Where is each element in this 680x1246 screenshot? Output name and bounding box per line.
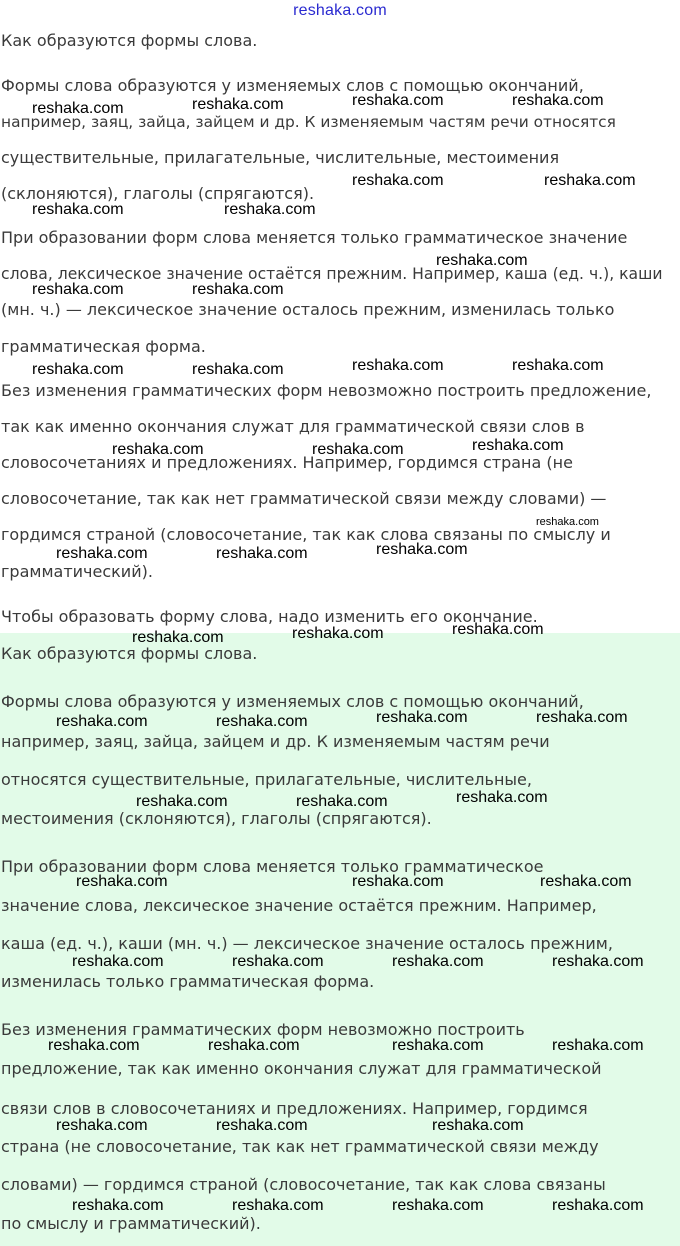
watermark-text: reshaka.com — [296, 793, 388, 810]
watermark-text: reshaka.com — [552, 1197, 644, 1214]
watermark-text: reshaka.com — [376, 541, 468, 558]
watermark-text-small: reshaka.com — [536, 516, 599, 528]
watermark-text: reshaka.com — [352, 172, 444, 189]
top-text-line: Без изменения грамматических форм невозможно построить предложение, — [1, 381, 652, 400]
watermark-text: reshaka.com — [352, 92, 444, 109]
watermark-text: reshaka.com — [208, 1037, 300, 1054]
top-text-line: слова, лексическое значение остаётся прежним. Например, каша (ед. ч.), каши — [1, 265, 663, 283]
bottom-text-line: связи слов в словосочетаниях и предложениях. Например, гордимся — [1, 1099, 588, 1118]
watermark-text: reshaka.com — [536, 709, 628, 726]
watermark-text: reshaka.com — [436, 252, 528, 269]
top-text-line: Чтобы образовать форму слова, надо изменить его окончание. — [1, 607, 538, 626]
watermark-text: reshaka.com — [216, 545, 308, 562]
watermark-text: reshaka.com — [432, 1117, 524, 1134]
watermark-text: reshaka.com — [32, 100, 124, 117]
top-text-line: так как именно окончания служат для грамматической связи слов в — [1, 417, 585, 436]
top-text-line: Как образуются формы слова. — [1, 31, 258, 50]
bottom-text-line: значение слова, лексическое значение остаётся прежним. Например, — [1, 896, 597, 915]
watermark-text: reshaka.com — [472, 437, 564, 454]
watermark-text: reshaka.com — [56, 545, 148, 562]
top-text-line: например, заяц, зайца, зайцем и др. К изменяемым частям речи относятся — [1, 113, 616, 131]
bottom-text-line: Без изменения грамматических форм невозможно построить — [1, 1020, 525, 1039]
watermark-text: reshaka.com — [192, 96, 284, 113]
watermark-text: reshaka.com — [512, 357, 604, 374]
top-text-line: грамматическая форма. — [1, 337, 206, 356]
bottom-text-line: Как образуются формы слова. — [1, 644, 258, 663]
watermark-text: reshaka.com — [352, 873, 444, 890]
bottom-text-line: страна (не словосочетание, так как нет грамматической связи между — [1, 1137, 599, 1156]
top-text-line: словосочетание, так как нет грамматической связи между словами) — — [1, 489, 607, 508]
top-text-line: Формы слова образуются у изменяемых слов с помощью окончаний, — [1, 76, 584, 95]
watermark-text: reshaka.com — [132, 629, 224, 646]
watermark-text: reshaka.com — [552, 1037, 644, 1054]
top-text-line: существительные, прилагательные, числительные, местоимения — [1, 148, 560, 167]
watermark-text: reshaka.com — [32, 281, 124, 298]
watermark-text: reshaka.com — [456, 789, 548, 806]
watermark-text: reshaka.com — [32, 201, 124, 218]
watermark-text: reshaka.com — [352, 357, 444, 374]
watermark-text: reshaka.com — [392, 1197, 484, 1214]
watermark-text: reshaka.com — [56, 713, 148, 730]
watermark-text: reshaka.com — [292, 625, 384, 642]
watermark-text: reshaka.com — [192, 281, 284, 298]
watermark-text: reshaka.com — [224, 201, 316, 218]
watermark-text: reshaka.com — [232, 953, 324, 970]
watermark-text: reshaka.com — [232, 1197, 324, 1214]
watermark-text: reshaka.com — [216, 713, 308, 730]
watermark-text: reshaka.com — [512, 92, 604, 109]
bottom-text-line: по смыслу и грамматический). — [1, 1214, 261, 1233]
watermark-text: reshaka.com — [72, 953, 164, 970]
top-text-line: словосочетаниях и предложениях. Например, гордимся страна (не — [1, 453, 573, 472]
bottom-text-line: При образовании форм слова меняется только грамматическое — [1, 857, 544, 876]
watermark-text: reshaka.com — [192, 361, 284, 378]
watermark-text: reshaka.com — [392, 953, 484, 970]
bottom-text-line: местоимения (склоняются), глаголы (спрягаются). — [1, 809, 432, 828]
watermark-text: reshaka.com — [540, 873, 632, 890]
bottom-text-line: словами) — гордимся страной (словосочетание, так как слова связаны — [1, 1175, 606, 1194]
bottom-text-line: например, заяц, зайца, зайцем и др. К изменяемым частям речи — [1, 732, 550, 751]
watermark-text: reshaka.com — [312, 441, 404, 458]
watermark-text: reshaka.com — [56, 1117, 148, 1134]
watermark-text: reshaka.com — [552, 953, 644, 970]
top-text-line: (мн. ч.) — лексическое значение осталось прежним, изменилась только — [1, 300, 615, 319]
watermark-text: reshaka.com — [48, 1037, 140, 1054]
top-text-line: грамматический). — [1, 562, 153, 581]
watermark-text: reshaka.com — [544, 172, 636, 189]
bottom-text-line: предложение, так как именно окончания служат для грамматической — [1, 1059, 602, 1078]
watermark-text: reshaka.com — [452, 621, 544, 638]
top-text-line: (склоняются), глаголы (спрягаются). — [1, 184, 315, 203]
watermark-text: reshaka.com — [392, 1037, 484, 1054]
watermark-text: reshaka.com — [136, 793, 228, 810]
watermark-text: reshaka.com — [376, 709, 468, 726]
bottom-text-line: каша (ед. ч.), каши (мн. ч.) — лексическое значение осталось прежним, — [1, 934, 613, 953]
bottom-text-line: Формы слова образуются у изменяемых слов с помощью окончаний, — [1, 692, 584, 711]
watermark-text: reshaka.com — [32, 361, 124, 378]
bottom-text-line: относятся существительные, прилагательные, числительные, — [1, 770, 532, 789]
watermark-text: reshaka.com — [112, 441, 204, 458]
site-header[interactable]: reshaka.com — [293, 2, 387, 19]
bottom-text-line: изменилась только грамматическая форма. — [1, 972, 375, 991]
watermark-text: reshaka.com — [72, 1197, 164, 1214]
top-text-line: При образовании форм слова меняется только грамматическое значение — [1, 228, 628, 247]
watermark-text: reshaka.com — [216, 1117, 308, 1134]
watermark-text: reshaka.com — [76, 873, 168, 890]
top-text-line: гордимся страной (словосочетание, так как слова связаны по смыслу и — [1, 525, 611, 544]
